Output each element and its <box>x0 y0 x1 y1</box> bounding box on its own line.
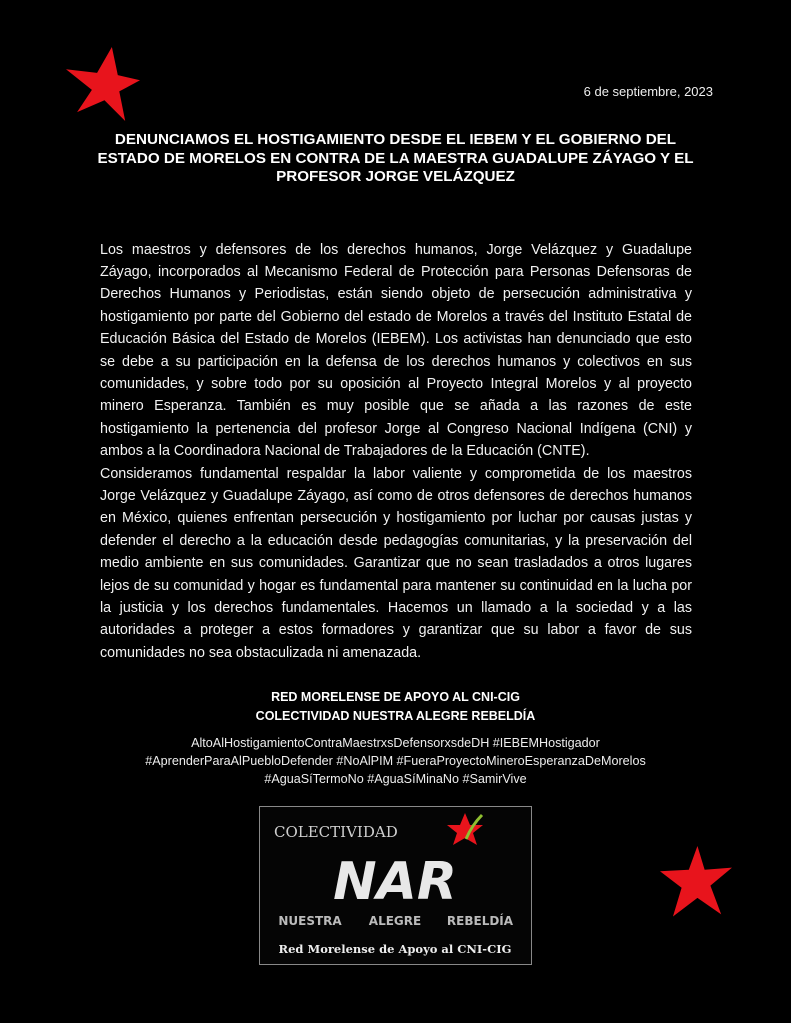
logo-top-text: COLECTIVIDAD <box>274 823 398 842</box>
logo-word: NUESTRA <box>278 914 342 929</box>
red-star-icon <box>658 846 734 918</box>
logo-word: ALEGRE <box>368 914 422 929</box>
signatures <box>0 688 791 726</box>
paragraph: Los maestros y defensores de los derechos humanos, Jorge Velázquez y Guadalupe Záyago, incorporados al Mecanismo Federal de Protección para Personas Defensoras de Derechos Humanos y Periodistas, están siendo objeto de persecución administrativa y hostigamiento por parte del Gobierno del estado de Morelos a través del Instituto Estatal de Educación Básica del Estado de Morelos (IEBEM). Los activistas han denunciado que esto se debe a su participación en la defensa de los derechos humanos y colectivos en sus comunidades, y sobre todo por su oposición al Proyecto Integral Morelos y al proyecto minero Esperanza. También es muy posible que se añada a las razones de este hostigamiento la pertenencia del profesor Jorge al Congreso Nacional Indígena (CNI) y ambos a la Coordinadora Nacional de Trabajadores de la Educación (CNTE). <box>100 241 692 460</box>
document-title: DENUNCIAMOS EL HOSTIGAMIENTO DESDE EL IEBEM Y EL GOBIERNO DEL ESTADO DE MORELOS EN CONTRA DE LA MAESTRA GUADALUPE ZÁYAGO Y EL PROFESOR JORGE VELÁZQUEZ <box>97 131 694 185</box>
collective-logo <box>259 806 532 965</box>
logo-big-text: NAR <box>333 852 457 913</box>
hashtag-line: AltoAlHostigamientoContraMaestrxsDefensorxsdeDH #IEBEMHostigador <box>191 736 600 751</box>
hashtag-line: #AguaSíTermoNo #AguaSíMinaNo #SamirVive <box>264 772 527 787</box>
hashtags <box>0 734 791 788</box>
hashtag-line: #AprenderParaAlPuebloDefender #NoAlPIM #FueraProyectoMineroEsperanzaDeMorelos <box>145 754 646 769</box>
signature-line: RED MORELENSE DE APOYO AL CNI-CIG <box>271 690 520 705</box>
document-body <box>100 239 692 665</box>
red-star-icon <box>66 47 140 121</box>
signature-line: COLECTIVIDAD NUESTRA ALEGRE REBELDÍA <box>255 709 536 724</box>
nar-logo-graphic <box>260 807 531 964</box>
document-date: 6 de septiembre, 2023 <box>583 84 713 99</box>
logo-word: REBELDÍA <box>446 914 514 929</box>
paragraph: Consideramos fundamental respaldar la labor valiente y comprometida de los maestros Jorge Velázquez y Guadalupe Záyago, así como de otros defensores de derechos humanos en México, quienes enfrentan persecución y hostigamiento por luchar por causas justas y defender el derecho a la educación desde pedagogías comunitarias, y la preservación del medio ambiente en sus comunidades. Garantizar que no sean trasladados a otros lugares lejos de su comunidad y hogar es fundamental para mantener su continuidad en la lucha por la justicia y los derechos fundamentales. Hacemos un llamado a la sociedad y a las autoridades a proteger a estos formadores y garantizar que su labor a favor de sus comunidades no sea obstaculizada ni amenazada. <box>100 465 692 661</box>
logo-bottom-text: Red Morelense de Apoyo al CNI-CIG <box>278 942 512 957</box>
